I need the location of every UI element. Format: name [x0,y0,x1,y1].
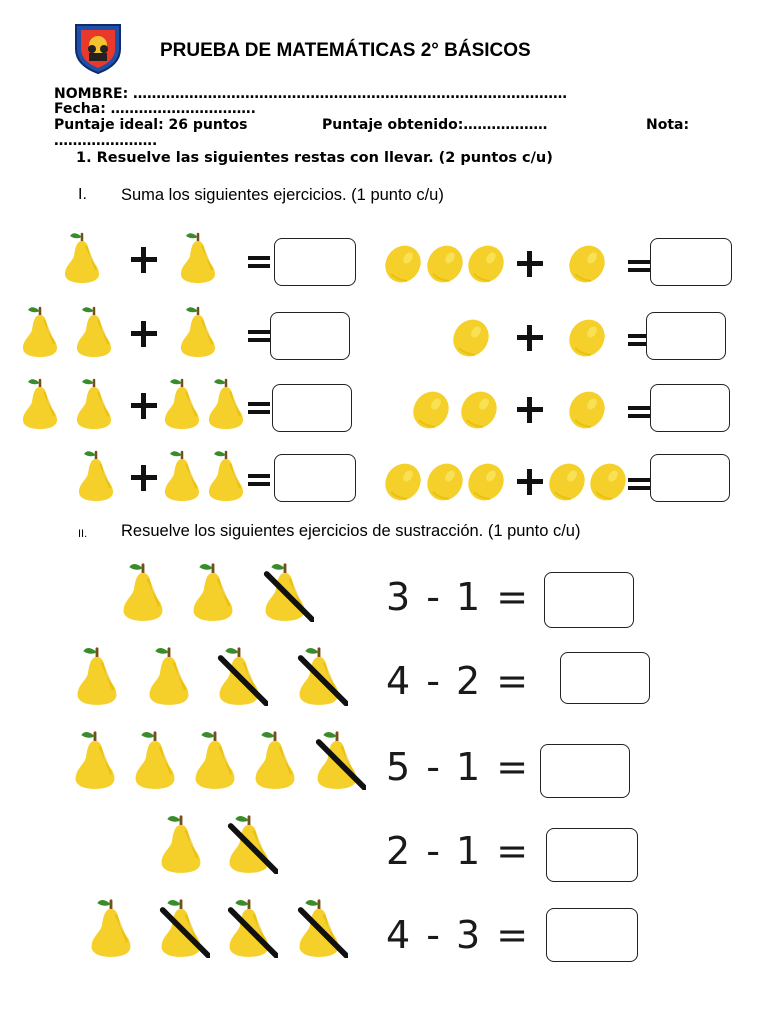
crossed-pear-icon [220,894,278,958]
lemon-icon [547,462,587,502]
pear-icon [74,302,114,358]
answer-box[interactable] [272,384,352,432]
lemon-icon [383,244,423,284]
puntaje-ideal: Puntaje ideal: 26 puntos [54,117,248,133]
nota-line: …………………. [54,133,158,149]
answer-box[interactable] [646,312,726,360]
crossed-pear-icon [290,894,348,958]
crossed-pear-icon [152,894,210,958]
pear-icon [206,374,246,430]
pear-icon [184,558,242,622]
pear-icon [186,726,244,790]
answer-box[interactable] [650,384,730,432]
lemon-icon [411,390,451,430]
plus-icon [510,244,550,284]
pear-icon [152,810,210,874]
pear-icon [114,558,172,622]
answer-box[interactable] [270,312,350,360]
lemon-icon [425,244,465,284]
answer-box[interactable] [560,652,650,704]
answer-box[interactable] [650,454,730,502]
fecha-field: Fecha: …………………………. [54,101,256,117]
equals-icon [248,328,270,344]
lemon-icon [588,462,628,502]
subtraction-expression: 3 - 1 = [386,575,531,619]
lemon-icon [567,390,607,430]
lemon-icon [466,462,506,502]
crossed-pear-icon [256,558,314,622]
pear-icon [206,446,246,502]
lemon-icon [567,318,607,358]
subtraction-expression: 4 - 2 = [386,659,531,703]
plus-icon [510,390,550,430]
puntaje-obtenido-field: Puntaje obtenido:……………… [322,117,548,133]
pear-icon [246,726,304,790]
plus-icon [124,386,164,426]
pear-icon [178,302,218,358]
pear-icon [20,302,60,358]
lemon-icon [451,318,491,358]
nombre-field: NOMBRE: ………………………………………………………………………………… [54,86,568,102]
question-1: 1. Resuelve las siguientes restas con llevar. (2 puntos c/u) [76,150,553,166]
equals-icon [628,404,650,420]
lemon-icon [383,462,423,502]
section-2-numeral: II. [78,528,88,540]
crossed-pear-icon [220,810,278,874]
pear-icon [66,726,124,790]
pear-icon [68,642,126,706]
answer-box[interactable] [650,238,732,286]
equals-icon [628,476,650,492]
plus-icon [124,314,164,354]
equals-icon [248,472,270,488]
crossed-pear-icon [308,726,366,790]
equals-icon [628,258,650,274]
section-2-instruction: Resuelve los siguientes ejercicios de sustracción. (1 punto c/u) [121,522,581,540]
plus-icon [510,462,550,502]
pear-icon [162,374,202,430]
answer-box[interactable] [274,454,356,502]
subtraction-expression: 2 - 1 = [386,829,531,873]
lemon-icon [567,244,607,284]
subtraction-expression: 4 - 3 = [386,913,531,957]
answer-box[interactable] [274,238,356,286]
subtraction-expression: 5 - 1 = [386,745,531,789]
pear-icon [82,894,140,958]
crossed-pear-icon [210,642,268,706]
lemon-icon [459,390,499,430]
lemon-icon [466,244,506,284]
answer-box[interactable] [546,908,638,962]
page-title: PRUEBA DE MATEMÁTICAS 2° BÁSICOS [160,40,531,61]
plus-icon [510,318,550,358]
section-1-instruction: Suma los siguientes ejercicios. (1 punto c/u) [121,186,444,204]
pear-icon [126,726,184,790]
equals-icon [248,254,270,270]
pear-icon [74,374,114,430]
crossed-pear-icon [290,642,348,706]
plus-icon [124,240,164,280]
pear-icon [140,642,198,706]
pear-icon [20,374,60,430]
answer-box[interactable] [544,572,634,628]
answer-box[interactable] [540,744,630,798]
pear-icon [162,446,202,502]
nota-label: Nota: [646,117,690,133]
section-1-numeral: I. [78,186,87,203]
equals-icon [248,400,270,416]
pear-icon [76,446,116,502]
pear-icon [178,228,218,284]
pear-icon [62,228,102,284]
school-crest-icon [70,19,126,75]
answer-box[interactable] [546,828,638,882]
lemon-icon [425,462,465,502]
plus-icon [124,458,164,498]
